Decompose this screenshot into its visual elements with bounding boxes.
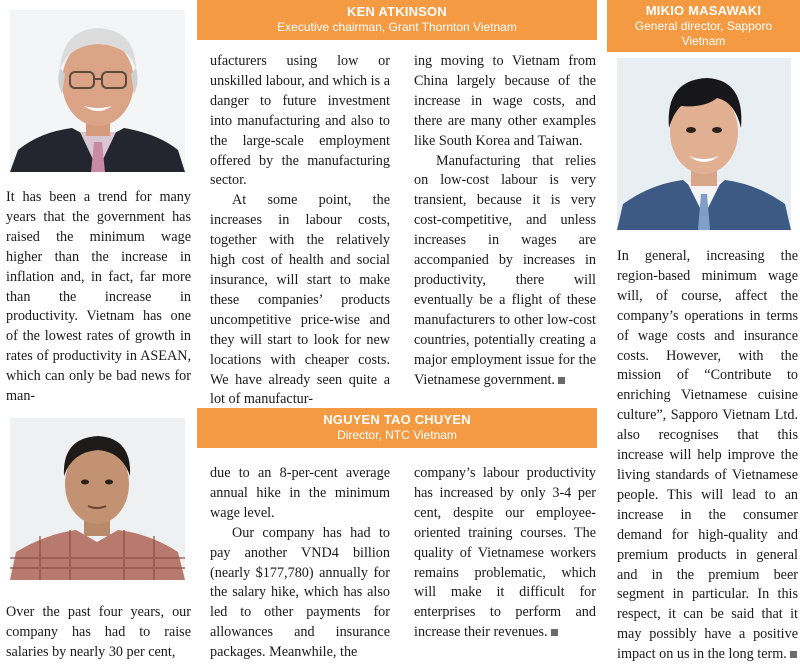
nguyen-column-1: [6, 603, 191, 663]
mikio-header: [607, 0, 800, 52]
ken-column-1: [6, 188, 191, 407]
ken-header: [197, 0, 597, 40]
nguyen-name: NGUYEN TAO CHUYEN: [323, 412, 471, 427]
ken-col1-text: It has been a trend for many years that the government has raised the minimum wage higher than the increase in inflation and, in fact, far more than the increase in productivity. Vietnam has one of the lowest rates of growth in rates of productivity in ASEAN, which can only be bad news for man-: [6, 189, 191, 405]
end-mark-icon: [558, 377, 565, 384]
mikio-text: In general, increasing the region-based minimum wage will, of course, affect the company’s operations in terms of wage costs and insurance costs. However, with the mission of “Contribute to enriching Vietnamese cuisine culture”, Sapporo Vietnam Ltd. also recognises that this increase will help improve the living standards of Vietnamese people. This will lead to an increase in the consumer demand for high-quality and premium products in general and in the premium beer segment in particular. In this respect, it can be said that it may possibly have a positive impact on us in the long term.: [617, 248, 798, 663]
ken-column-2: [210, 52, 390, 410]
nguyen-col1-text: Over the past four years, our company has had to raise salaries by nearly 30 per cent,: [6, 604, 191, 660]
nguyen-col3-text: company’s labour productivity has increased by only 3-4 per cent, despite our employee-oriented training courses. The quality of Vietnamese workers remains problematic, which will make it difficult for enterprises to perform and increase their revenues.: [414, 465, 596, 641]
nguyen-column-2: [210, 464, 390, 663]
end-mark-icon: [551, 629, 558, 636]
ken-column-3: [414, 52, 596, 390]
mikio-title: General director, Sapporo Vietnam: [634, 19, 773, 48]
nguyen-col2-para-1: due to an 8-per-cent average annual hike in the minimum wage level.: [210, 465, 390, 521]
nguyen-photo: [10, 418, 185, 580]
ken-col3-para-2: Manufacturing that relies on low-cost labour is very transient, because it is very cost-competitive, and unless increases in wages are accompanied by increases in productivity, there will eventually be a flight of these manufacturers to other low-cost countries, potentially creating a major employment issue for the Vietnamese government.: [414, 152, 596, 388]
nguyen-title: Director, NTC Vietnam: [337, 428, 457, 442]
mikio-photo: [617, 58, 791, 230]
ken-col3-para-1: ing moving to Vietnam from China largely because of the increase in wage costs, and there are many other examples like South Korea and Taiwan.: [414, 53, 596, 149]
nguyen-header: [197, 408, 597, 448]
nguyen-column-3: [414, 464, 596, 643]
ken-title: Executive chairman, Grant Thornton Vietnam: [277, 20, 517, 34]
ken-col2-para-2: At some point, the increases in labour costs, together with the relatively high cost of health and social insurance, will start to make these companies’ products uncompetitive price-wise and they will start to look for new locations with cheaper costs. We have already seen quite a lot of manufactur-: [210, 192, 390, 408]
mikio-name: MIKIO MASAWAKI: [645, 3, 762, 18]
ken-name: KEN ATKINSON: [347, 4, 447, 19]
mikio-column: [617, 247, 798, 665]
ken-photo: [10, 10, 185, 172]
nguyen-col2-para-2: Our company has had to pay another VND4 billion (nearly $177,780) annually for the salary hike, which has also led to other payments for allowances and insurance packages. Meanwhile, the: [210, 524, 390, 661]
end-mark-icon: [790, 651, 797, 658]
ken-col2-para-1: ufacturers using low or unskilled labour, and which is a danger to future investment into manufacturing and also to the large-scale employment offered by the manufacturing sector.: [210, 53, 390, 189]
